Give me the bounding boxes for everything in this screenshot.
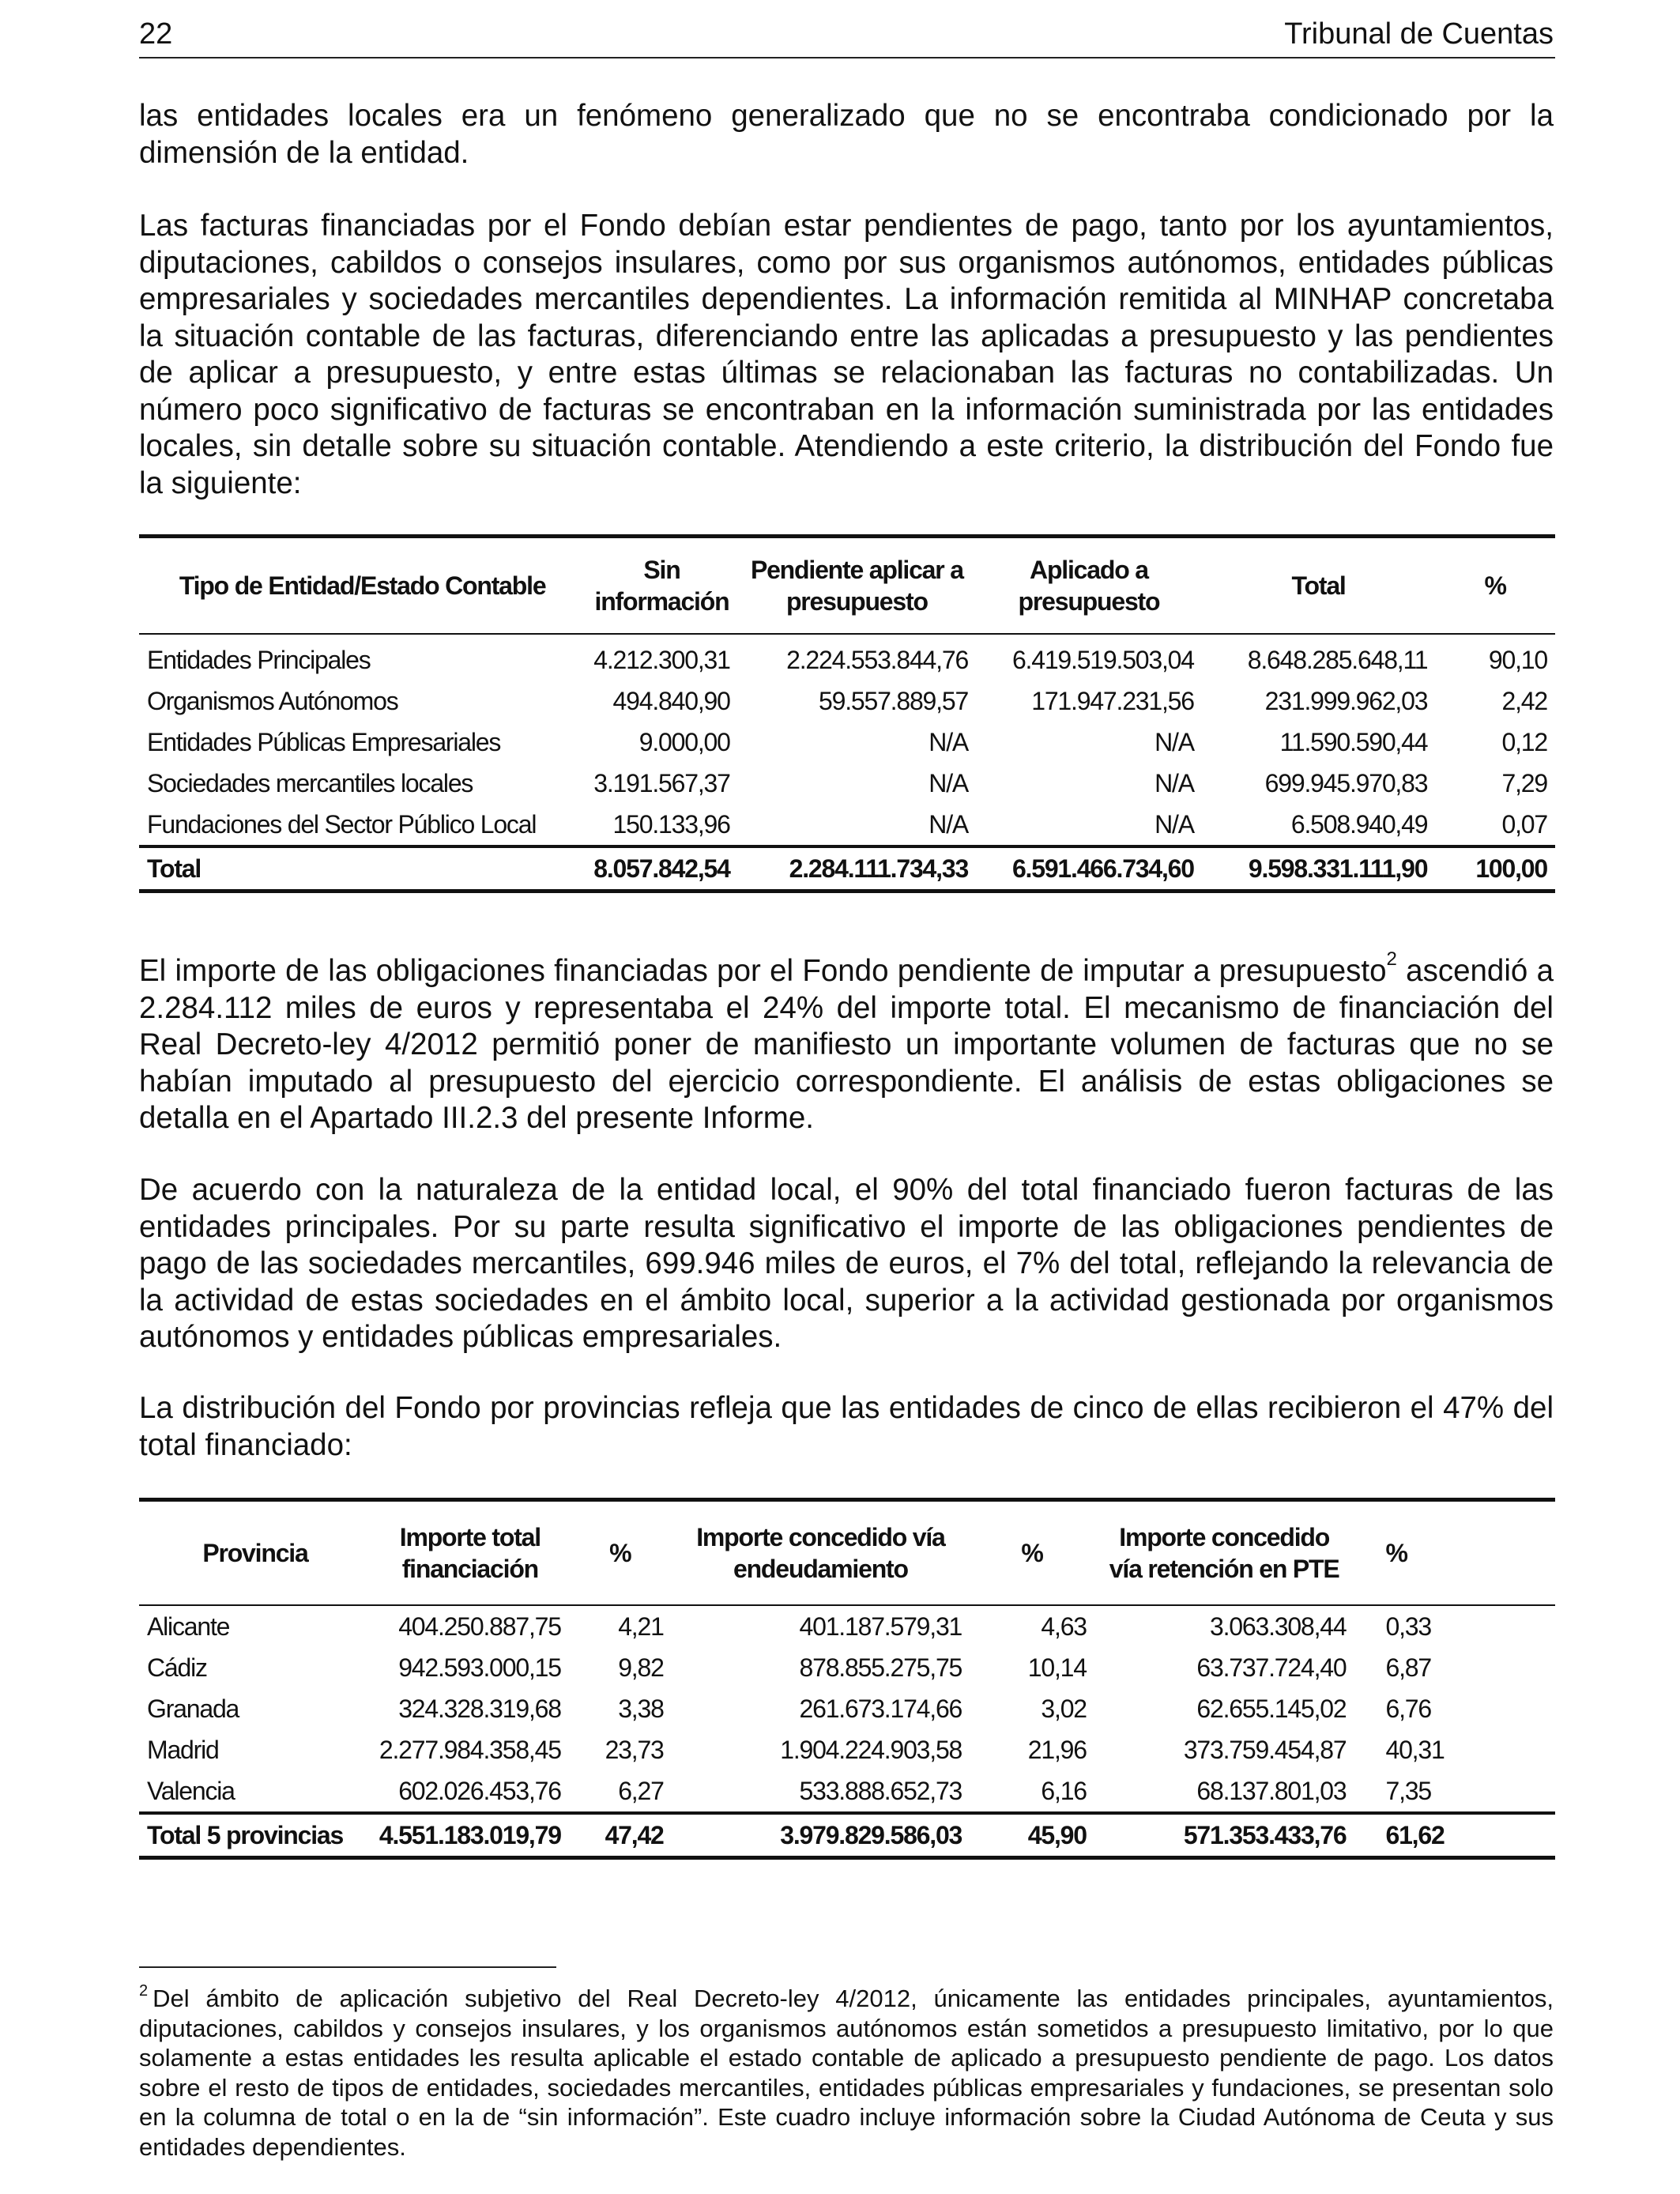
cell: 4,21: [618, 1612, 664, 1641]
cell: 11.590.590,44: [1279, 728, 1428, 756]
cell: N/A: [929, 810, 969, 839]
column-header: Provincia: [139, 1500, 371, 1606]
column-header: %: [569, 1500, 672, 1606]
cell: 3,38: [618, 1695, 664, 1723]
cell: Alicante: [147, 1612, 230, 1641]
paragraph-3: [139, 948, 1554, 1137]
cell: Entidades Principales: [147, 646, 371, 674]
cell: 404.250.887,75: [398, 1612, 561, 1641]
cell: 3.191.567,37: [593, 769, 730, 797]
cell: 23,73: [605, 1736, 664, 1764]
footnote-text: Del ámbito de aplicación subjetivo del Real Decreto-ley 4/2012, únicamente las entidades principales, ayuntamientos, diputaciones, cabildos y consejos insulares, y los organismos autónomos están sometidos a presupuesto limitativo, por lo que solamente a estas entidades les resulta aplicable el estado contable de aplicado a presupuesto pendiente de pago. Los datos sobre el resto de tipos de entidades, sociedades mercantiles, entidades públicas empresariales y fundaciones, se presentan solo en la columna de total o en la de “sin información”. Este cuadro incluye información sobre la Ciudad Autónoma de Ceuta y sus entidades dependientes.: [139, 1985, 1554, 2161]
table-total-row: [139, 846, 1555, 892]
cell: 9.000,00: [638, 728, 730, 756]
table-row: [139, 763, 1555, 804]
cell: Sociedades mercantiles locales: [147, 769, 473, 797]
cell: N/A: [1155, 728, 1194, 756]
cell: 401.187.579,31: [799, 1612, 962, 1641]
cell: Entidades Públicas Empresariales: [147, 728, 501, 756]
cell: Cádiz: [147, 1653, 207, 1682]
table-distribution-by-province: [139, 1498, 1555, 1860]
cell: 2.277.984.358,45: [379, 1736, 561, 1764]
paragraph-5: La distribución del Fondo por provincias refleja que las entidades de cinco de ellas recibieron el 47% del total financiado:: [139, 1391, 1554, 1462]
cell: Fundaciones del Sector Público Local: [147, 810, 537, 839]
cell: 150.133,96: [612, 810, 730, 839]
cell: 6,87: [1385, 1653, 1431, 1682]
cell: 0,33: [1385, 1612, 1431, 1641]
cell: 4.551.183.019,79: [371, 1813, 569, 1858]
cell: 59.557.889,57: [819, 687, 969, 715]
cell: 3,02: [1041, 1695, 1087, 1723]
cell: 3.979.829.586,03: [672, 1813, 970, 1858]
table-total-row: [139, 1813, 1555, 1858]
table-row: [139, 804, 1555, 846]
table-row: [139, 1729, 1555, 1770]
cell: 494.840,90: [612, 687, 730, 715]
cell: 2,42: [1501, 687, 1547, 715]
table-row: [139, 1647, 1555, 1688]
cell: 699.945.970,83: [1264, 769, 1428, 797]
cell: 40,31: [1385, 1736, 1445, 1764]
table-row: [139, 722, 1555, 763]
table-row: [139, 1688, 1555, 1729]
cell: 10,14: [1027, 1653, 1087, 1682]
table-row: [139, 634, 1555, 680]
cell: 0,12: [1501, 728, 1547, 756]
cell: 9.598.331.111,90: [1202, 846, 1435, 892]
paragraph-3-text-a: El importe de las obligaciones financiadas por el Fondo pendiente de imputar a presupuesto: [139, 954, 1387, 988]
cell: 21,96: [1027, 1736, 1087, 1764]
cell: 2.224.553.844,76: [786, 646, 969, 674]
cell: 6,27: [618, 1777, 664, 1805]
cell: 571.353.433,76: [1094, 1813, 1354, 1858]
paragraph-3-text-b: ascendió a 2.284.112 miles de euros y representaba el 24% del importe total. El mecanismo de financiación del Real Decreto-ley 4/2012 permitió poner de manifiesto un importante volumen de facturas que no se habían imputado al presupuesto del ejercicio correspondiente. El análisis de estas obligaciones se detalla en el Apartado III.2.3 del presente Informe.: [139, 954, 1554, 1135]
cell: 7,35: [1385, 1777, 1431, 1805]
cell: 231.999.962,03: [1264, 687, 1428, 715]
footnote-separator: [139, 1966, 556, 1968]
cell: 9,82: [618, 1653, 664, 1682]
cell: N/A: [1155, 810, 1194, 839]
cell: Organismos Autónomos: [147, 687, 398, 715]
cell: 6,76: [1385, 1695, 1431, 1723]
column-header: %: [1435, 537, 1555, 635]
cell: 6.419.519.503,04: [1011, 646, 1194, 674]
table-header-row: [139, 1500, 1555, 1606]
column-header: Tipo de Entidad/Estado Contable: [139, 537, 586, 635]
column-header: %: [970, 1500, 1094, 1606]
cell: 602.026.453,76: [398, 1777, 561, 1805]
table-row: [139, 680, 1555, 722]
column-header: Importe concedido vía retención en PTE: [1094, 1500, 1354, 1606]
cell: 4.212.300,31: [593, 646, 730, 674]
column-header: Sin información: [586, 537, 737, 635]
cell: 6.591.466.734,60: [976, 846, 1202, 892]
cell: 533.888.652,73: [799, 1777, 962, 1805]
cell: 7,29: [1501, 769, 1547, 797]
cell: 6.508.940,49: [1290, 810, 1428, 839]
cell: 8.057.842,54: [586, 846, 737, 892]
cell: Madrid: [147, 1736, 219, 1764]
cell: Valencia: [147, 1777, 235, 1805]
cell: 171.947.231,56: [1031, 687, 1194, 715]
cell: 62.655.145,02: [1196, 1695, 1347, 1723]
column-header: Total: [1202, 537, 1435, 635]
cell: 68.137.801,03: [1196, 1777, 1347, 1805]
cell: 1.904.224.903,58: [780, 1736, 962, 1764]
cell: Total: [139, 846, 586, 892]
table-header-row: [139, 537, 1555, 635]
paragraph-1: las entidades locales era un fenómeno generalizado que no se encontraba condicionado por la dimensión de la entidad.: [139, 99, 1554, 170]
cell: 6,16: [1041, 1777, 1087, 1805]
table-distribution-by-entity-type: [139, 534, 1555, 893]
column-header: Aplicado a presupuesto: [976, 537, 1202, 635]
footnote: [139, 1984, 1554, 2162]
paragraph-2: Las facturas financiadas por el Fondo debían estar pendientes de pago, tanto por los ayuntamientos, diputaciones, cabildos o consejos insulares, como por sus organismos autónomos, entidades públicas empresariales y sociedades mercantiles dependientes. La información remitida al MINHAP concretaba la situación contable de las facturas, diferenciando entre las aplicadas a presupuesto y las pendientes de aplicar a presupuesto, y entre estas últimas se relacionaban las facturas no contabilizadas. Un número poco significativo de facturas se encontraban en la información suministrada por las entidades locales, sin detalle sobre su situación contable. Atendiendo a este criterio, la distribución del Fondo fue la siguiente:: [139, 209, 1554, 500]
cell: 3.063.308,44: [1210, 1612, 1347, 1641]
cell: 942.593.000,15: [398, 1653, 561, 1682]
table-row: [139, 1605, 1555, 1647]
cell: N/A: [929, 728, 969, 756]
cell: 2.284.111.734,33: [738, 846, 976, 892]
column-header: %: [1354, 1500, 1555, 1606]
cell: 878.855.275,75: [799, 1653, 962, 1682]
footnote-number: 2: [139, 1982, 149, 2000]
cell: 261.673.174,66: [799, 1695, 962, 1723]
cell: Total 5 provincias: [139, 1813, 371, 1858]
column-header: Importe concedido vía endeudamiento: [672, 1500, 970, 1606]
cell: 90,10: [1488, 646, 1547, 674]
cell: 373.759.454,87: [1183, 1736, 1347, 1764]
footnote-reference: 2: [1386, 948, 1397, 970]
cell: 324.328.319,68: [398, 1695, 561, 1723]
cell: N/A: [929, 769, 969, 797]
cell: N/A: [1155, 769, 1194, 797]
cell: 4,63: [1041, 1612, 1087, 1641]
column-header: Pendiente aplicar a presupuesto: [738, 537, 976, 635]
cell: 0,07: [1501, 810, 1547, 839]
cell: 61,62: [1354, 1813, 1555, 1858]
column-header: Importe total financiación: [371, 1500, 569, 1606]
cell: Granada: [147, 1695, 239, 1723]
cell: 63.737.724,40: [1196, 1653, 1347, 1682]
page-number: 22: [139, 17, 173, 51]
cell: 45,90: [970, 1813, 1094, 1858]
paragraph-4: De acuerdo con la naturaleza de la entidad local, el 90% del total financiado fueron facturas de las entidades principales. Por su parte resulta significativo el importe de las obligaciones pendientes de pago de las sociedades mercantiles, 699.946 miles de euros, el 7% del total, reflejando la relevancia de la actividad de estas sociedades en el ámbito local, superior a la actividad gestionada por organismos autónomos y entidades públicas empresariales.: [139, 1173, 1554, 1354]
cell: 47,42: [569, 1813, 672, 1858]
table-row: [139, 1770, 1555, 1813]
cell: 8.648.285.648,11: [1247, 646, 1428, 674]
header-organization: Tribunal de Cuentas: [1284, 17, 1554, 51]
cell: 100,00: [1435, 846, 1555, 892]
page-header: [139, 16, 1555, 58]
